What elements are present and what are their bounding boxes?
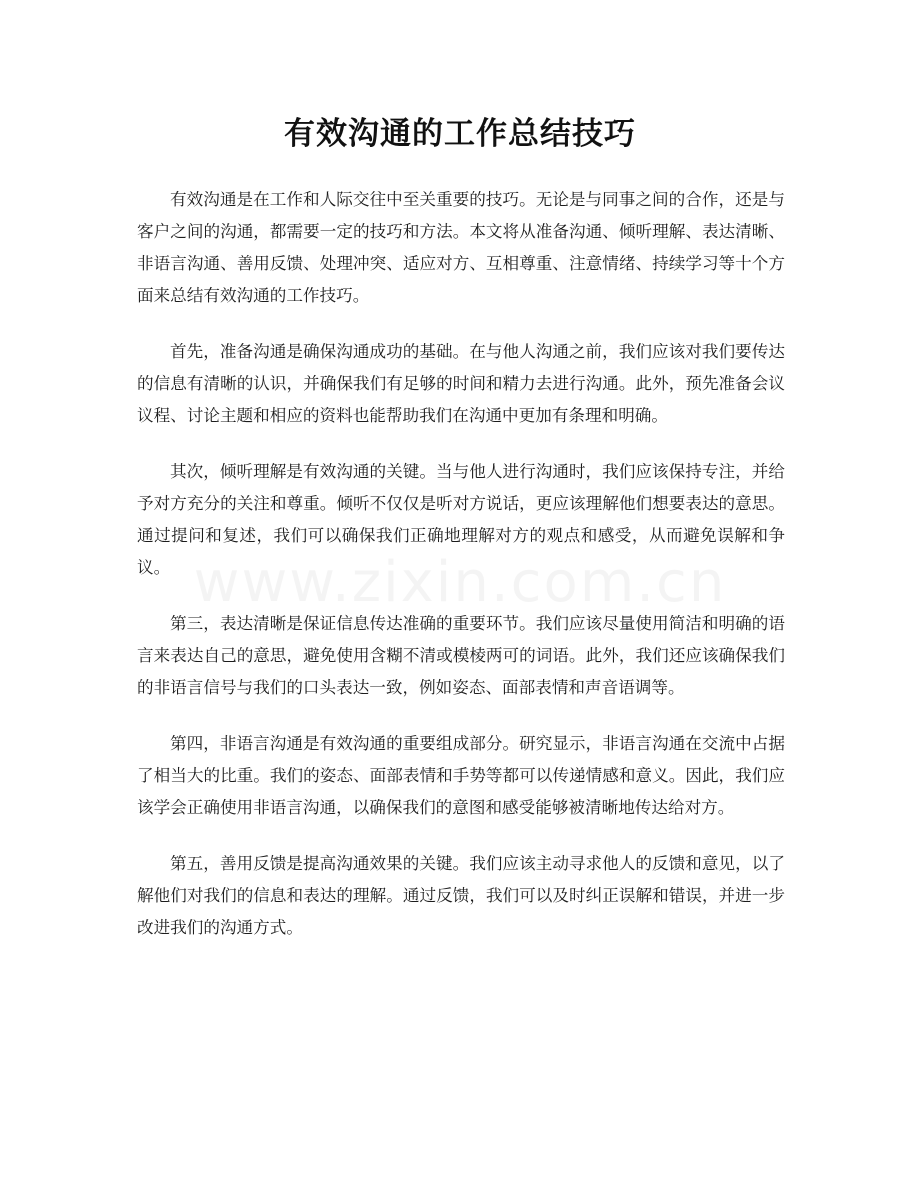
paragraph-preparation: 首先，准备沟通是确保沟通成功的基础。在与他人沟通之前，我们应该对我们要传达的信息有清晰的认识，并确保我们有足够的时间和精力去进行沟通。此外，预先准备会议议程、讨论主题和相应的资料也能帮助我们在沟通中更加有条理和明确。 <box>137 342 785 425</box>
paragraph-feedback: 第五，善用反馈是提高沟通效果的关键。我们应该主动寻求他人的反馈和意见，以了解他们对我们的信息和表达的理解。通过反馈，我们可以及时纠正误解和错误，并进一步改进我们的沟通方式。 <box>137 854 785 937</box>
document-title: 有效沟通的工作总结技巧 <box>284 116 636 152</box>
paragraph-intro: 有效沟通是在工作和人际交往中至关重要的技巧。无论是与同事之间的合作，还是与客户之间的沟通，都需要一定的技巧和方法。本文将从准备沟通、倾听理解、表达清晰、非语言沟通、善用反馈、处理冲突、适应对方、互相尊重、注意情绪、持续学习等十个方面来总结有效沟通的工作技巧。 <box>137 190 785 305</box>
document-body <box>137 184 785 968</box>
paragraph-listening: 其次，倾听理解是有效沟通的关键。当与他人进行沟通时，我们应该保持专注，并给予对方充分的关注和尊重。倾听不仅仅是听对方说话，更应该理解他们想要表达的意思。通过提问和复述，我们可以确保我们正确地理解对方的观点和感受，从而避免误解和争议。 <box>137 462 785 577</box>
paragraph-nonverbal: 第四，非语言沟通是有效沟通的重要组成部分。研究显示，非语言沟通在交流中占据了相当大的比重。我们的姿态、面部表情和手势等都可以传递情感和意义。因此，我们应该学会正确使用非语言沟通，以确保我们的意图和感受能够被清晰地传达给对方。 <box>137 734 785 817</box>
paragraph-clarity: 第三，表达清晰是保证信息传达准确的重要环节。我们应该尽量使用简洁和明确的语言来表达自己的意思，避免使用含糊不清或模棱两可的词语。此外，我们还应该确保我们的非语言信号与我们的口头表达一致，例如姿态、面部表情和声音语调等。 <box>137 614 785 697</box>
